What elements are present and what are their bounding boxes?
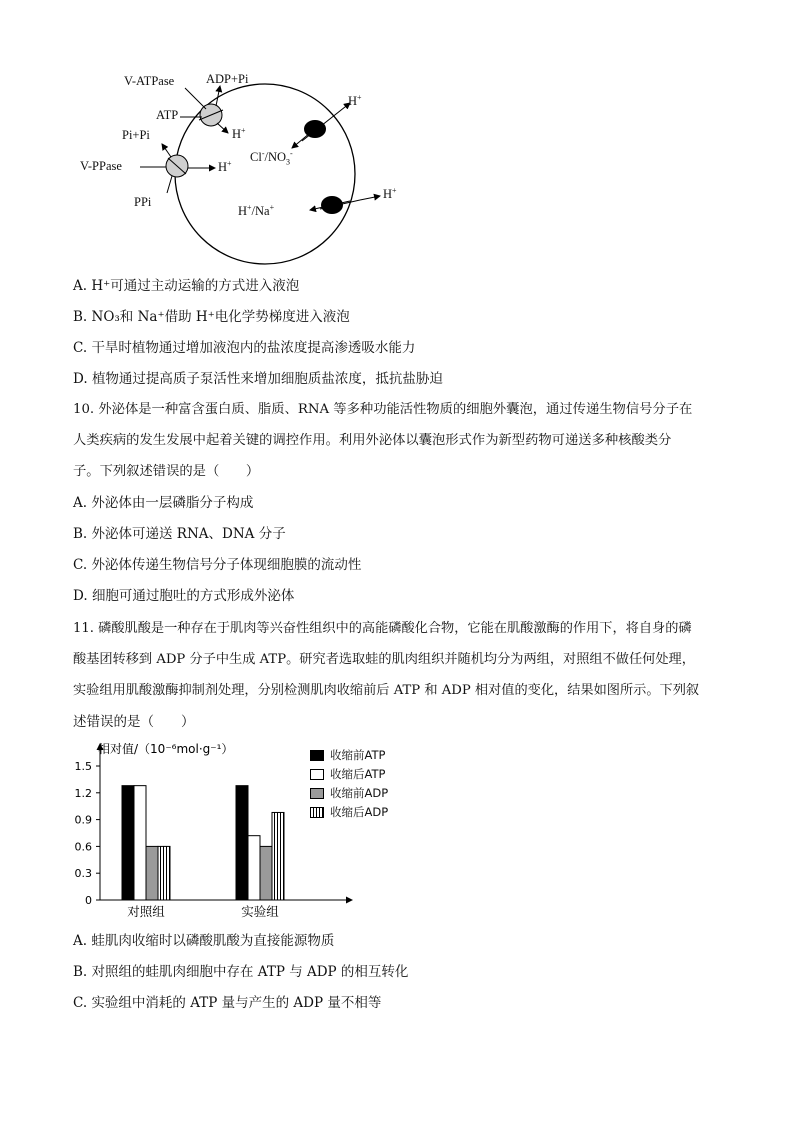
- label-v-atpase: V-ATPase: [124, 74, 175, 88]
- bar-control-1: [122, 786, 134, 900]
- q10-option-d[interactable]: D. 细胞可通过胞吐的方式形成外泌体: [73, 588, 295, 604]
- bar-experiment-1: [236, 786, 248, 900]
- legend-item-3: [310, 785, 388, 801]
- q9-option-d[interactable]: D. 植物通过提高质子泵活性来增加细胞质盐浓度，抵抗盐胁迫: [73, 371, 443, 387]
- legend-label-1: 收缩前ATP: [330, 748, 386, 762]
- label-h-1: H+: [232, 125, 246, 141]
- bar-control-2: [134, 786, 146, 900]
- q9-option-a[interactable]: A. H⁺可通过主动运输的方式进入液泡: [73, 278, 300, 294]
- q10-stem-line3: 子。下列叙述错误的是（ ）: [73, 464, 260, 479]
- label-ppi: PPi: [134, 195, 152, 209]
- label-atp: ATP: [156, 108, 179, 122]
- label-pi-pi: Pi+Pi: [122, 128, 150, 142]
- q11-option-b[interactable]: B. 对照组的蛙肌肉细胞中存在 ATP 与 ADP 的相互转化: [73, 964, 409, 980]
- y-tick-label: 0.3: [74, 867, 92, 881]
- y-tick-label: 0: [85, 894, 92, 907]
- x-category-label: 实验组: [241, 904, 279, 919]
- y-tick-label: 1.5: [74, 760, 92, 773]
- legend-label-3: 收缩前ADP: [330, 786, 389, 800]
- q11-option-c[interactable]: C. 实验组中消耗的 ATP 量与产生的 ADP 量不相等: [73, 995, 382, 1011]
- q11-stem-line1: 11. 磷酸肌酸是一种存在于肌肉等兴奋性组织中的高能磷酸化合物，它能在肌酸激酶的作用下，将自身的磷: [73, 621, 692, 636]
- label-cl-no3: $Cl^-/NO_3^-$: [250, 148, 293, 167]
- label-adp-pi: ADP+Pi: [206, 72, 249, 86]
- label-h-na: H+/Na+: [238, 202, 275, 218]
- label-h-2: H+: [218, 158, 232, 174]
- bar-experiment-2: [248, 836, 260, 900]
- legend-swatch-2: [310, 769, 324, 780]
- y-tick-label: 0.9: [74, 813, 92, 827]
- legend-swatch-1: [310, 750, 324, 761]
- legend-item-1: [310, 747, 385, 763]
- label-h-3: H+: [348, 92, 362, 108]
- bar-experiment-4: [272, 812, 284, 900]
- bar-control-3: [146, 846, 158, 900]
- label-v-ppase: V-PPase: [80, 159, 122, 173]
- bar-control-4: [158, 846, 170, 900]
- bar-experiment-3: [260, 846, 272, 900]
- q10-option-c[interactable]: C. 外泌体传递生物信号分子体现细胞膜的流动性: [73, 557, 362, 573]
- atp-adp-bar-chart: [60, 736, 370, 926]
- q11-stem-line3: 实验组用肌酸激酶抑制剂处理，分别检测肌肉收缩前后 ATP 和 ADP 相对值的变化，结果如图所示。下列叙: [73, 683, 700, 698]
- legend-swatch-4: [310, 807, 324, 818]
- y-tick-label: 0.6: [74, 840, 92, 854]
- label-h-4: H+: [383, 185, 397, 201]
- q10-option-a[interactable]: A. 外泌体由一层磷脂分子构成: [73, 495, 254, 511]
- q9-option-c[interactable]: C. 干旱时植物通过增加液泡内的盐浓度提高渗透吸水能力: [73, 340, 416, 356]
- q11-stem-line4: 述错误的是（ ）: [73, 714, 195, 730]
- q10-stem-line2: 人类疾病的发生发展中起着关键的调控作用。利用外泌体以囊泡形式作为新型药物可递送多种核酸类分: [73, 433, 672, 448]
- legend-swatch-3: [310, 788, 324, 799]
- q10-stem-line1: 10. 外泌体是一种富含蛋白质、脂质、RNA 等多种功能活性物质的细胞外囊泡，通过传递生物信号分子在: [73, 402, 693, 417]
- legend-label-4: 收缩后ADP: [330, 805, 389, 819]
- legend-item-4: [310, 804, 388, 820]
- q11-stem-line2: 酸基团转移到 ADP 分子中生成 ATP。研究者选取蛙的肌肉组织并随机均分为两组，对照组不做任何处理，: [73, 652, 695, 667]
- legend-label-2: 收缩后ATP: [330, 767, 386, 781]
- q10-option-b[interactable]: B. 外泌体可递送 RNA、DNA 分子: [73, 526, 286, 542]
- q9-option-b[interactable]: B. NO₃和 Na⁺借助 H⁺电化学势梯度进入液泡: [73, 309, 350, 325]
- chart-ylabel: 相对值/（10⁻⁶mol·g⁻¹）: [98, 742, 234, 756]
- x-category-label: 对照组: [127, 904, 165, 919]
- y-tick-label: 1.2: [74, 786, 92, 800]
- legend-item-2: [310, 766, 385, 782]
- q11-option-a[interactable]: A. 蛙肌肉收缩时以磷酸肌酸为直接能源物质: [73, 933, 335, 949]
